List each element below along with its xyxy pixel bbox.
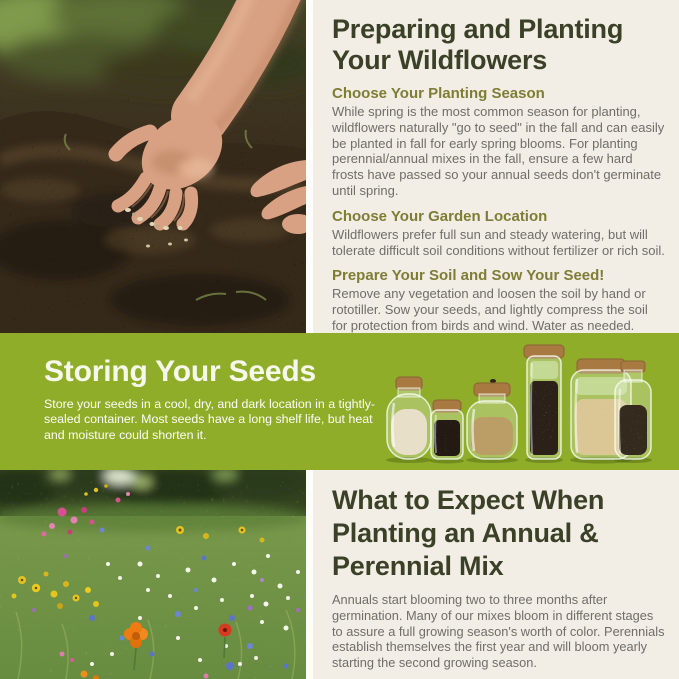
storing-seeds-body: Store your seeds in a cool, dry, and dark location in a tightly-sealed container. Most seeds have a long shelf life, but heat and moisture could shorten it. bbox=[44, 397, 376, 442]
section-body: While spring is the most common season for planting, wildflowers naturally "go to seed" in the fall and can easily be planted in fall for early spring blooms. For planting perennial/annual mixes in the fall, ensure a few hard frosts have passed so your annual seeds don't germinate until spring. bbox=[332, 104, 665, 198]
section-soil-and-sow bbox=[332, 267, 666, 333]
expectations-panel bbox=[313, 470, 679, 679]
seed-jars-illustration bbox=[385, 341, 653, 467]
storing-seeds-text bbox=[44, 355, 376, 443]
section-planting-season bbox=[332, 85, 666, 199]
soil-hand-illustration bbox=[0, 0, 306, 333]
section-heading: Choose Your Planting Season bbox=[332, 85, 545, 102]
seed-jar-tan bbox=[467, 379, 517, 459]
section-body: Remove any vegetation and loosen the soil by hand or rototiller. Sow your seeds, and lightly compress the soil for protection from birds and wind. Water as needed. bbox=[332, 286, 648, 333]
sowing-seeds-photo bbox=[0, 0, 313, 333]
seed-jar-tall bbox=[524, 345, 564, 459]
planting-guide-panel bbox=[313, 0, 679, 333]
seed-jar-beans bbox=[387, 377, 431, 459]
expectations-title: What to Expect When Planting an Annual & Perennial Mix bbox=[332, 485, 605, 581]
wildflower-meadow-photo bbox=[0, 470, 313, 679]
meadow-illustration bbox=[0, 470, 306, 679]
storing-seeds-band bbox=[0, 333, 679, 470]
planting-guide-title: Preparing and Planting Your Wildflowers bbox=[332, 14, 624, 75]
section-heading: Choose Your Garden Location bbox=[332, 207, 548, 225]
seed-jar-dark-small bbox=[431, 400, 463, 459]
seed-jars-photo bbox=[385, 341, 653, 467]
storing-seeds-title: Storing Your Seeds bbox=[44, 355, 317, 388]
section-garden-location bbox=[332, 208, 666, 259]
section-heading: Prepare Your Soil and Sow Your Seed! bbox=[332, 267, 605, 285]
expectations-body: Annuals start blooming two to three months after germination. Many of our mixes bloom in different stages to assure a full growing season's worth of color. Perennials establish themselves the first year and will bloom yearly starting the second growing season. bbox=[332, 592, 665, 671]
section-body: Wildflowers prefer full sun and steady watering, but will tolerate difficult soil conditions without fertilizer or rich soil. bbox=[332, 226, 665, 258]
